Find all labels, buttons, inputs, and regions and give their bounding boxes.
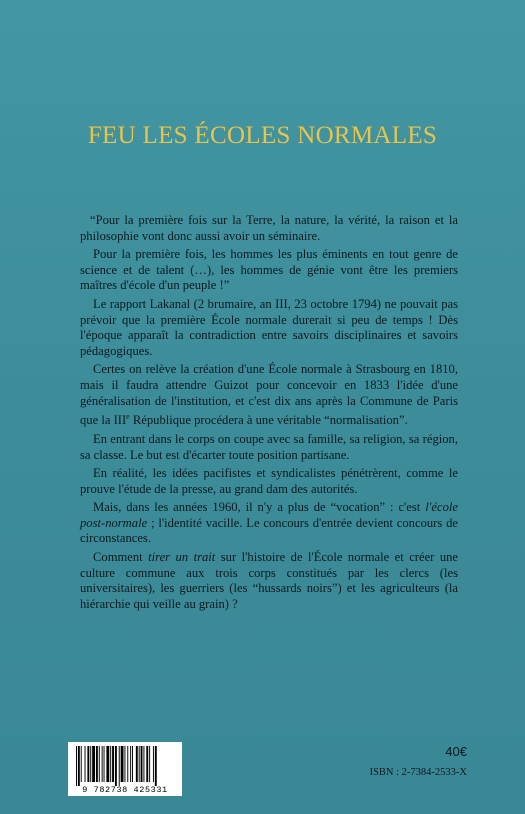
barcode-bar xyxy=(92,746,95,782)
blurb-paragraph-3: Le rapport Lakanal (2 brumaire, an III, 23 octobre 1794) ne pouvait pas prévoir que la première École normale durerait si peu de temps ! Dès l'époque apparaît la contradiction entre savoirs disciplinaires et savoirs pédagogiques. xyxy=(80,296,458,358)
barcode-bar xyxy=(85,746,86,782)
blurb-paragraph-2: Pour la première fois, les hommes les plus éminents en tout genre de science et de talent (…), les hommes de génie vont être les premiers maîtres d'école d'un peuple !” xyxy=(80,247,458,293)
p7-text-end: ; l'identité vacille. Le concours d'entrée devient concours de circonstances. xyxy=(80,515,458,546)
book-title: FEU LES ÉCOLES NORMALES xyxy=(87,122,438,149)
barcode-bar xyxy=(106,746,109,782)
price: 40€ xyxy=(445,744,467,759)
blurb-paragraph-7 xyxy=(80,500,458,547)
barcode-bar xyxy=(141,746,143,782)
blurb-paragraph-1: “Pour la première fois sur la Terre, la nature, la vérité, la raison et la philosophie vont donc aussi avoir un séminaire. xyxy=(80,213,458,243)
p4-superscript: e xyxy=(126,412,130,422)
barcode-bar xyxy=(115,746,117,786)
barcode-bar xyxy=(110,746,111,782)
p4-text-end: République procédera à une véritable “normalisation”. xyxy=(129,413,408,428)
barcode-bar xyxy=(149,746,150,782)
blurb-paragraph-5: En entrant dans le corps on coupe avec sa famille, sa religion, sa région, sa classe. Le but est d'écarter toute position partisane. xyxy=(80,431,458,462)
barcode-bar xyxy=(127,746,128,782)
p7-text-start: Mais, dans les années 1960, il n'y a plus de “vocation” : c'est xyxy=(93,500,426,515)
barcode-bar xyxy=(146,746,148,782)
blurb-paragraph-4 xyxy=(80,362,458,429)
barcode-bar xyxy=(121,746,124,782)
p8-text-end: sur l'histoire de l'École normale et créer une culture commune aux trois corps constitués par les clercs (les universitaires), les guerriers (les “hussards noirs”) et les agriculteurs (la hiérarchie qui veille au grain) ? xyxy=(80,550,459,611)
barcode-bar xyxy=(90,746,91,782)
isbn: ISBN : 2-7384-2533-X xyxy=(369,767,467,778)
barcode-bar xyxy=(76,746,77,786)
barcode-bar xyxy=(104,746,105,782)
barcode xyxy=(68,742,182,796)
blurb-paragraph-6: En réalité, les idées pacifistes et syndicalistes pénétrèrent, comme le prouve l'étude de la presse, au grand dam des autorités. xyxy=(80,466,458,496)
blurb-paragraph-8 xyxy=(80,550,458,612)
barcode-bar xyxy=(119,746,120,786)
p8-text-start: Comment xyxy=(93,550,149,565)
barcode-bar xyxy=(153,746,154,782)
barcode-bar xyxy=(102,746,103,782)
barcode-bar xyxy=(124,746,125,782)
barcode-number: 9 782738 425331 xyxy=(82,785,168,795)
barcode-bar xyxy=(132,746,133,782)
barcode-bar xyxy=(81,746,82,782)
barcode-bar xyxy=(96,746,98,782)
barcode-bar xyxy=(143,746,144,782)
barcode-bar xyxy=(112,746,114,782)
barcode-bar xyxy=(87,746,89,782)
blurb-text xyxy=(80,213,458,615)
barcode-bar xyxy=(139,746,140,782)
p4-text-start: Certes on relève la création d'une École normale à Strasbourg en 1810, mais il faudra attendre Guizot pour concevoir en 1833 l'idée d'une généralisation de l'institution, et c'est dix ans après la Commune de Paris que la III xyxy=(80,362,458,428)
barcode-bar xyxy=(78,746,80,786)
p7-italic: l'école post-normale xyxy=(80,500,458,530)
barcode-bar xyxy=(130,746,131,782)
barcode-bar xyxy=(136,746,138,782)
barcode-bar xyxy=(99,746,100,782)
p8-italic: tirer un trait xyxy=(148,550,216,565)
barcode-bar xyxy=(155,746,157,786)
barcode-bars xyxy=(68,742,182,786)
